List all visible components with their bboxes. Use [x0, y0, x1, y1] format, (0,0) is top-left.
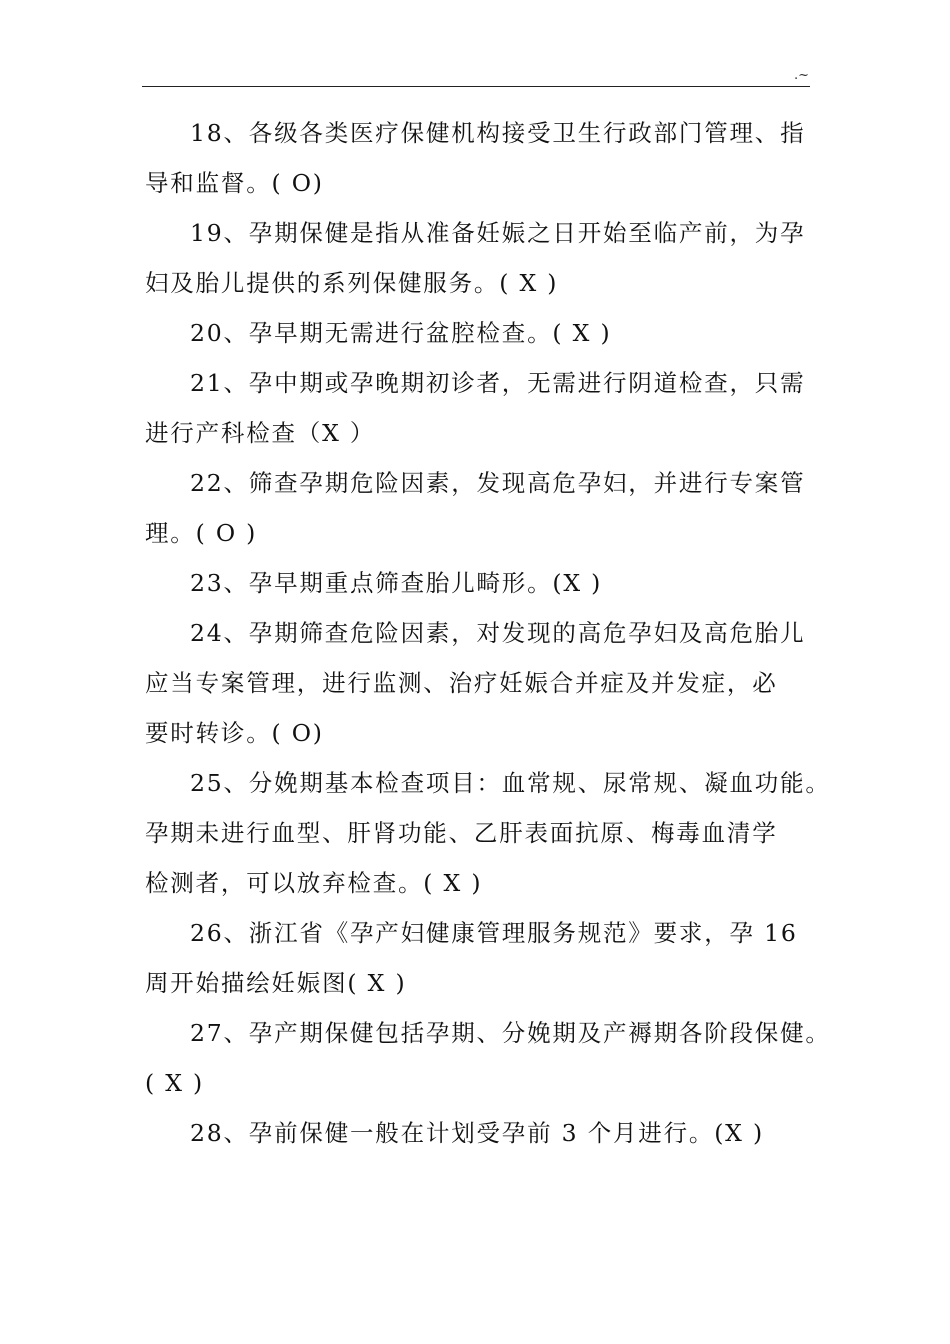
item-25-line-2: 孕期未进行血型、肝肾功能、乙肝表面抗原、梅毒血清学: [145, 819, 778, 847]
item-24-line-2: 应当专案管理，进行监测、治疗妊娠合并症及并发症，必: [145, 669, 778, 697]
item-27-line-2: ( X ): [145, 1069, 205, 1097]
item-22-line-1: 22、筛查孕期危险因素，发现高危孕妇，并进行专案管: [190, 469, 806, 497]
item-19-line-2: 妇及胎儿提供的系列保健服务。( X ): [145, 269, 559, 297]
item-18-line-1: 18、各级各类医疗保健机构接受卫生行政部门管理、指: [190, 119, 806, 147]
item-20-line-1: 20、孕早期无需进行盆腔检查。( X ): [190, 319, 612, 347]
item-25-line-1: 25、分娩期基本检查项目：血常规、尿常规、凝血功能。: [190, 769, 831, 797]
item-28-line-1: 28、孕前保健一般在计划受孕前 3 个月进行。(X ): [190, 1119, 764, 1147]
item-18-line-2: 导和监督。( O): [145, 169, 324, 197]
item-19-line-1: 19、孕期保健是指从准备妊娠之日开始至临产前，为孕: [190, 219, 806, 247]
header-mark: .~: [794, 68, 810, 83]
item-25-line-3: 检测者，可以放弃检查。( X ): [145, 869, 483, 897]
item-21-line-2: 进行产科检查（X ）: [145, 419, 376, 447]
item-21-line-1: 21、孕中期或孕晚期初诊者，无需进行阴道检查，只需: [190, 369, 806, 397]
header-rule: [142, 86, 810, 87]
item-26-line-2: 周开始描绘妊娠图( X ): [145, 969, 407, 997]
item-24-line-3: 要时转诊。( O): [145, 719, 324, 747]
item-26-line-1: 26、浙江省《孕产妇健康管理服务规范》要求，孕 16: [190, 919, 798, 947]
item-22-line-2: 理。( O ): [145, 519, 258, 547]
item-24-line-1: 24、孕期筛查危险因素，对发现的高危孕妇及高危胎儿: [190, 619, 806, 647]
item-27-line-1: 27、孕产期保健包括孕期、分娩期及产褥期各阶段保健。: [190, 1019, 831, 1047]
item-23-line-1: 23、孕早期重点筛查胎儿畸形。(X ): [190, 569, 603, 597]
